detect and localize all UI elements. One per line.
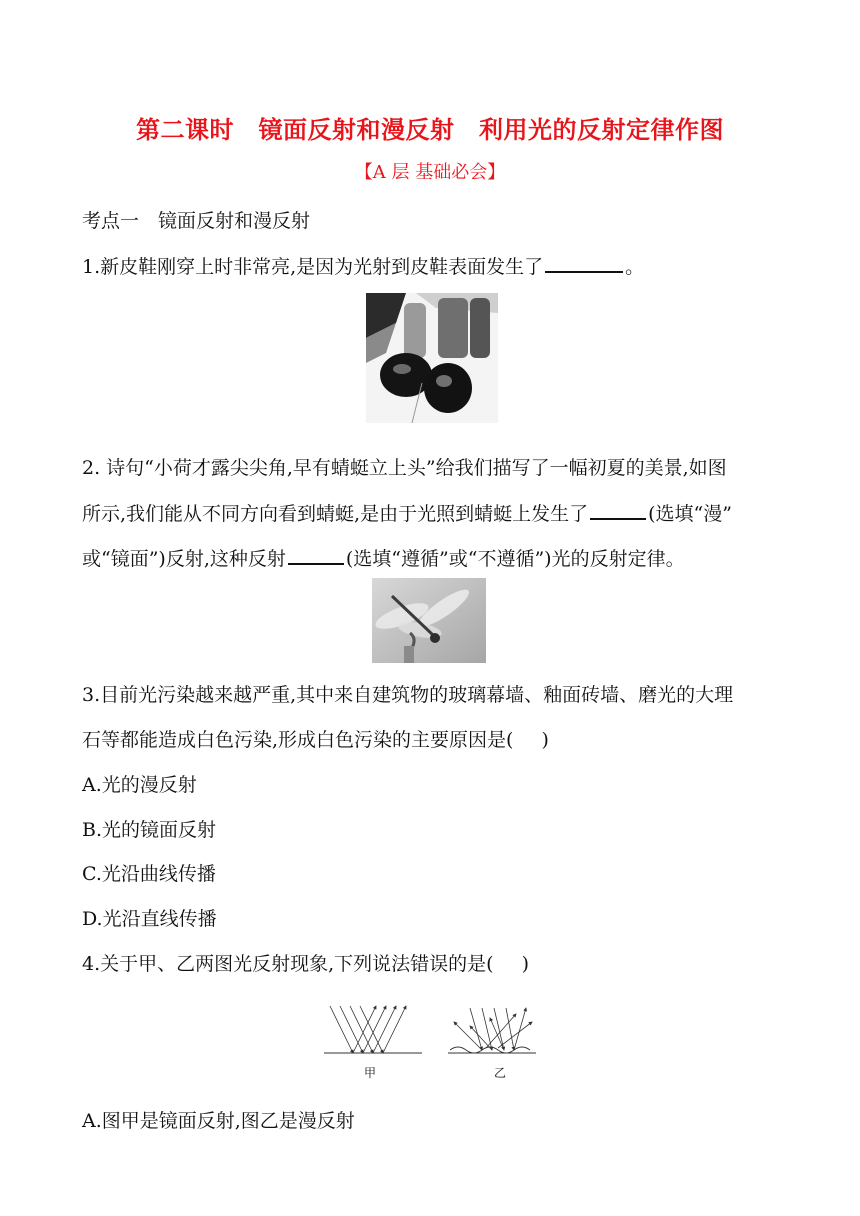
diffuse-reflection-diagram [448,1008,536,1053]
q3-option-a[interactable]: A.光的漫反射 [82,774,197,796]
question-2-line-1: 2. 诗句“小荷才露尖尖角,早有蜻蜓立上头”给我们描写了一幅初夏的美景,如图 [82,457,727,479]
reflection-diagram [320,1000,540,1060]
question-3-line-1: 3.目前光污染越来越严重,其中来自建筑物的玻璃幕墙、釉面砖墙、磨光的大理 [82,684,734,706]
question-3-line-2 [82,725,549,752]
level-tag: 【A 层 基础必会】 [354,162,506,183]
q3-text-2: 石等都能造成白色污染,形成白色污染的主要原因是( [82,729,514,751]
figure-label-jia: 甲 [364,1066,377,1080]
q4-text: 4.关于甲、乙两图光反射现象,下列说法错误的是( [82,953,494,975]
q1-text: 1.新皮鞋刚穿上时非常亮,是因为光射到皮鞋表面发生了 [82,256,544,278]
q4-option-a[interactable]: A.图甲是镜面反射,图乙是漫反射 [82,1110,355,1132]
question-2-line-2 [82,499,732,526]
q2-text-2b: (选填“漫” [648,503,732,525]
q4-paren-close: ) [521,953,530,975]
q2-text-2: 所示,我们能从不同方向看到蜻蜓,是由于光照到蜻蜓上发生了 [82,503,589,525]
q2-answer-blank-1[interactable] [590,500,646,520]
q3-option-c[interactable]: C.光沿曲线传播 [82,863,216,885]
dragonfly-photo [372,578,486,663]
shoes-photo [366,293,498,423]
dragonfly-photo-image [372,578,486,663]
question-2-line-3 [82,544,685,571]
specular-reflection-diagram [324,1006,422,1053]
section-heading: 考点一 镜面反射和漫反射 [82,210,311,232]
q3-option-b[interactable]: B.光的镜面反射 [82,819,217,841]
q2-text-3: 或“镜面”)反射,这种反射 [82,548,286,570]
shoes-photo-image [366,293,498,423]
figure-label-yi: 乙 [494,1066,507,1080]
q2-text-3b: (选填“遵循”或“不遵循”)光的反射定律。 [345,548,685,570]
page-title: 第二课时 镜面反射和漫反射 利用光的反射定律作图 [136,116,724,144]
question-1 [82,252,644,279]
question-4-line-1 [82,949,529,976]
q1-answer-blank[interactable] [545,253,623,273]
q3-paren-close: ) [541,729,549,751]
q3-option-d[interactable]: D.光沿直线传播 [82,908,217,930]
reflection-figure [320,1000,540,1085]
q2-answer-blank-2[interactable] [288,545,344,565]
q1-end: 。 [625,256,645,278]
